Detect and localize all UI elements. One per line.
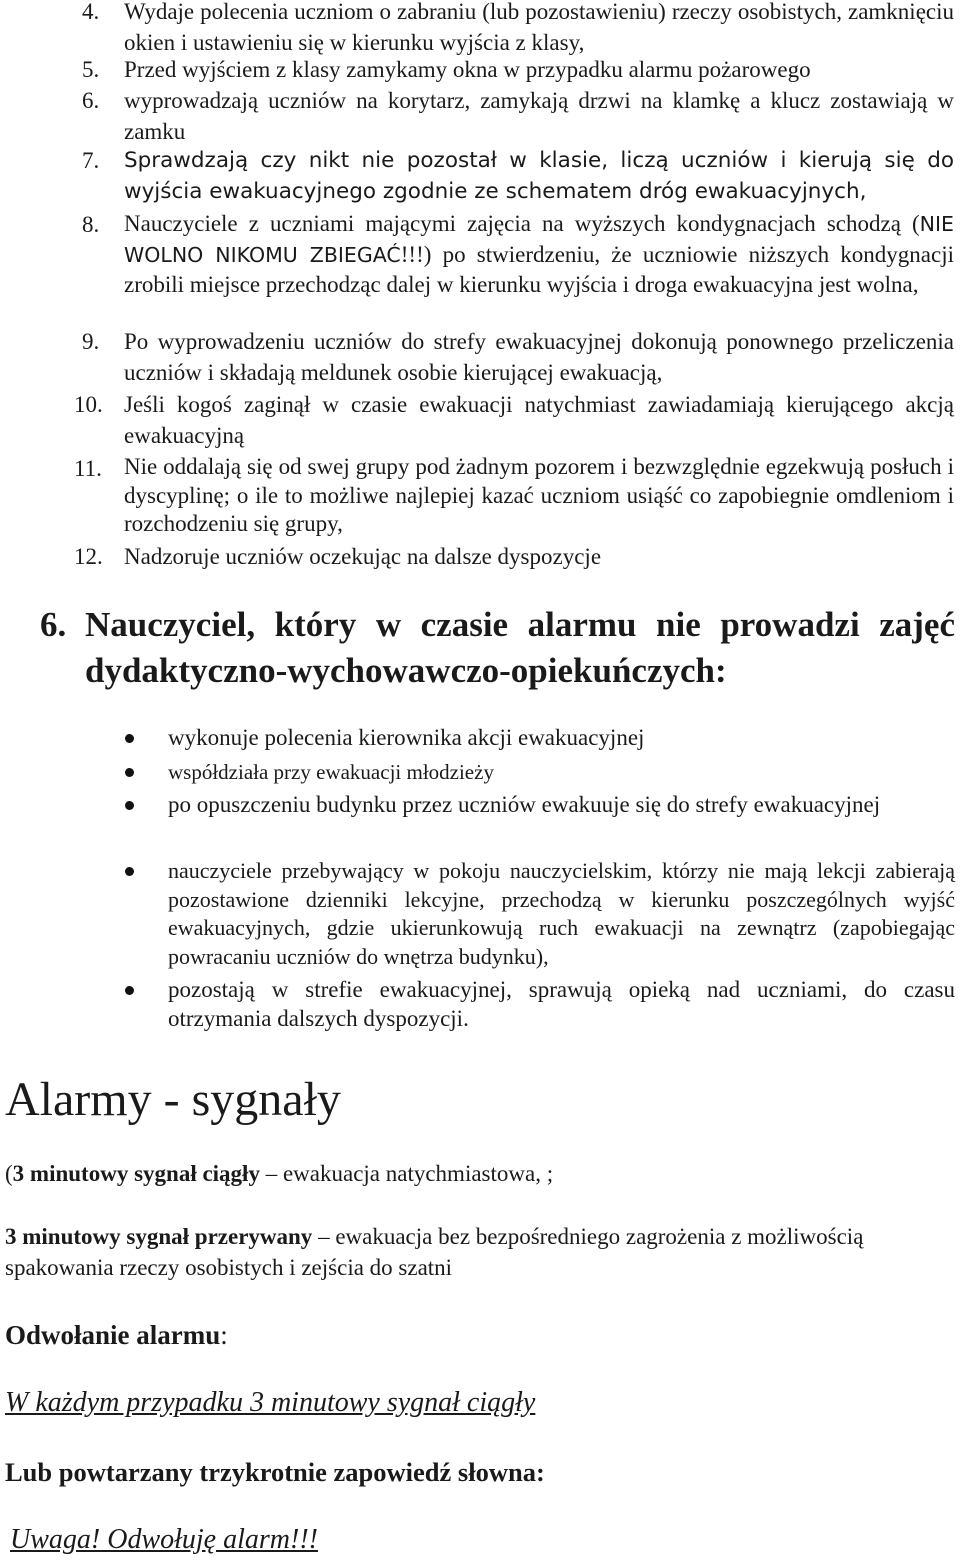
cancel-heading-colon: : (220, 1320, 228, 1350)
list-item-text: Po wyprowadzeniu uczniów do strefy ewakuacyjnej dokonują ponownego przeliczenia uczniów i składają meldunek osobie kierującej ewakuacją, (124, 329, 954, 385)
list-item-text: Nie oddalają się od swej grupy pod żadnym pozorem i bezwzględnie egzekwują posłuch i dyscyplinę; o ile to możliwe najlepiej kazać uczniom usiąść co zapobiegnie omdleniom i rozchodzeniu się grupy, (124, 454, 954, 536)
text-part: – ewakuacja natychmiastowa, ; (259, 1161, 554, 1186)
list-item-text: wyprowadzają uczniów na korytarz, zamykają drzwi na klamkę a klucz zostawiają w zamku (124, 88, 954, 144)
bullet-text: pozostają w strefie ewakuacyjnej, sprawują opieką nad uczniami, do czasu otrzymania dalszych dyspozycji. (168, 977, 955, 1031)
bullet-icon (125, 734, 134, 743)
list-item-text-part: !!!) po stwierdzeniu, że uczniowie niższych kondygnacji zrobili miejsce przechodząc dalej w kierunku wyjścia i droga ewakuacyjna jest wolna, (124, 241, 954, 297)
list-item-number: 12. (74, 544, 103, 569)
section-title: Nauczyciel, który w czasie alarmu nie prowadzi zajęć dydaktyczno-wychowawczo-opiekuńczych: (85, 605, 955, 690)
bullet-text: wykonuje polecenia kierownika akcji ewakuacyjnej (168, 725, 645, 750)
list-item-number: 4. (82, 0, 100, 24)
text-part: – ewakuacja bez bezpośredniego zagrożenia z możliwością spakowania rzeczy osobistych i zejścia do szatni (5, 1224, 864, 1280)
list-item-number: 6. (82, 88, 100, 113)
signal-intermittent-line (5, 1221, 895, 1283)
always-signal: W każdym przypadku 3 minutowy sygnał ciągły (5, 1387, 536, 1418)
list-item-number: 5. (82, 57, 100, 82)
emphasis-text: NIE WOLNO NIKOMU ZBIEGAĆ (124, 212, 954, 267)
cancel-heading (5, 1318, 228, 1352)
list-item-text: Przed wyjściem z klasy zamykamy okna w przypadku alarmu pożarowego (124, 57, 811, 82)
section-number: 6. (40, 605, 67, 644)
bullet-icon (125, 986, 134, 995)
bullet-text: nauczyciele przebywający w pokoju nauczycielskim, którzy nie mają lekcji zabierają pozostawione dzienniki lekcyjne, przechodzą w kierunku poszczególnych wyjść ewakuacyjnych, gdzie ukierunkowują ruch ewakuacji na zewnątrz (zapobiegając powracaniu uczniów do wnętrza budynku), (168, 858, 955, 969)
bullet-text: współdziała przy ewakuacji młodzieży (168, 760, 494, 784)
list-item-text: Wydaje polecenia uczniom o zabraniu (lub pozostawieniu) rzeczy osobistych, zamknięciu okien i ustawieniu się w kierunku wyjścia z klasy, (124, 0, 954, 55)
signal-name: 3 minutowy sygnał przerywany (5, 1224, 313, 1249)
list-item-text: Jeśli kogoś zaginął w czasie ewakuacji natychmiast zawiadamiają kierującego akcją ewakuacyjną (124, 392, 954, 448)
signal-name: 3 minutowy sygnał ciągły (12, 1161, 260, 1186)
alarm-title: Alarmy - sygnały (5, 1073, 341, 1126)
list-item-number: 8. (82, 212, 100, 237)
list-item-number: 9. (82, 329, 100, 354)
bullet-text: po opuszczeniu budynku przez uczniów ewakuuje się do strefy ewakuacyjnej (168, 792, 881, 817)
cancel-heading-text: Odwołanie alarmu (5, 1320, 221, 1350)
list-item-text-part: Nauczyciele z uczniami mającymi zajęcia na wyższych kondygnacjach schodzą ( (124, 211, 920, 236)
bullet-icon (125, 768, 134, 777)
bullet-icon (125, 801, 134, 810)
list-item-text: Sprawdzają czy nikt nie pozostał w klasie, liczą uczniów i kierują się do wyjścia ewakuacyjnego zgodnie ze schematem dróg ewakuacyjnych, (124, 148, 954, 204)
list-item-number: 11. (74, 456, 102, 481)
list-item-text: Nadzoruje uczniów oczekując na dalsze dyspozycje (124, 544, 602, 569)
verbal-announcement-line: Lub powtarzany trzykrotnie zapowiedź słowna: (5, 1457, 545, 1487)
list-item-number: 7. (82, 148, 100, 173)
signal-continuous-line (5, 1158, 905, 1189)
list-item-number: 10. (74, 392, 103, 417)
list-item-text (124, 209, 954, 300)
warning-text: Uwaga! Odwołuję alarm!!! (10, 1524, 318, 1555)
bullet-icon (125, 867, 134, 876)
text-part: ( (5, 1161, 13, 1186)
